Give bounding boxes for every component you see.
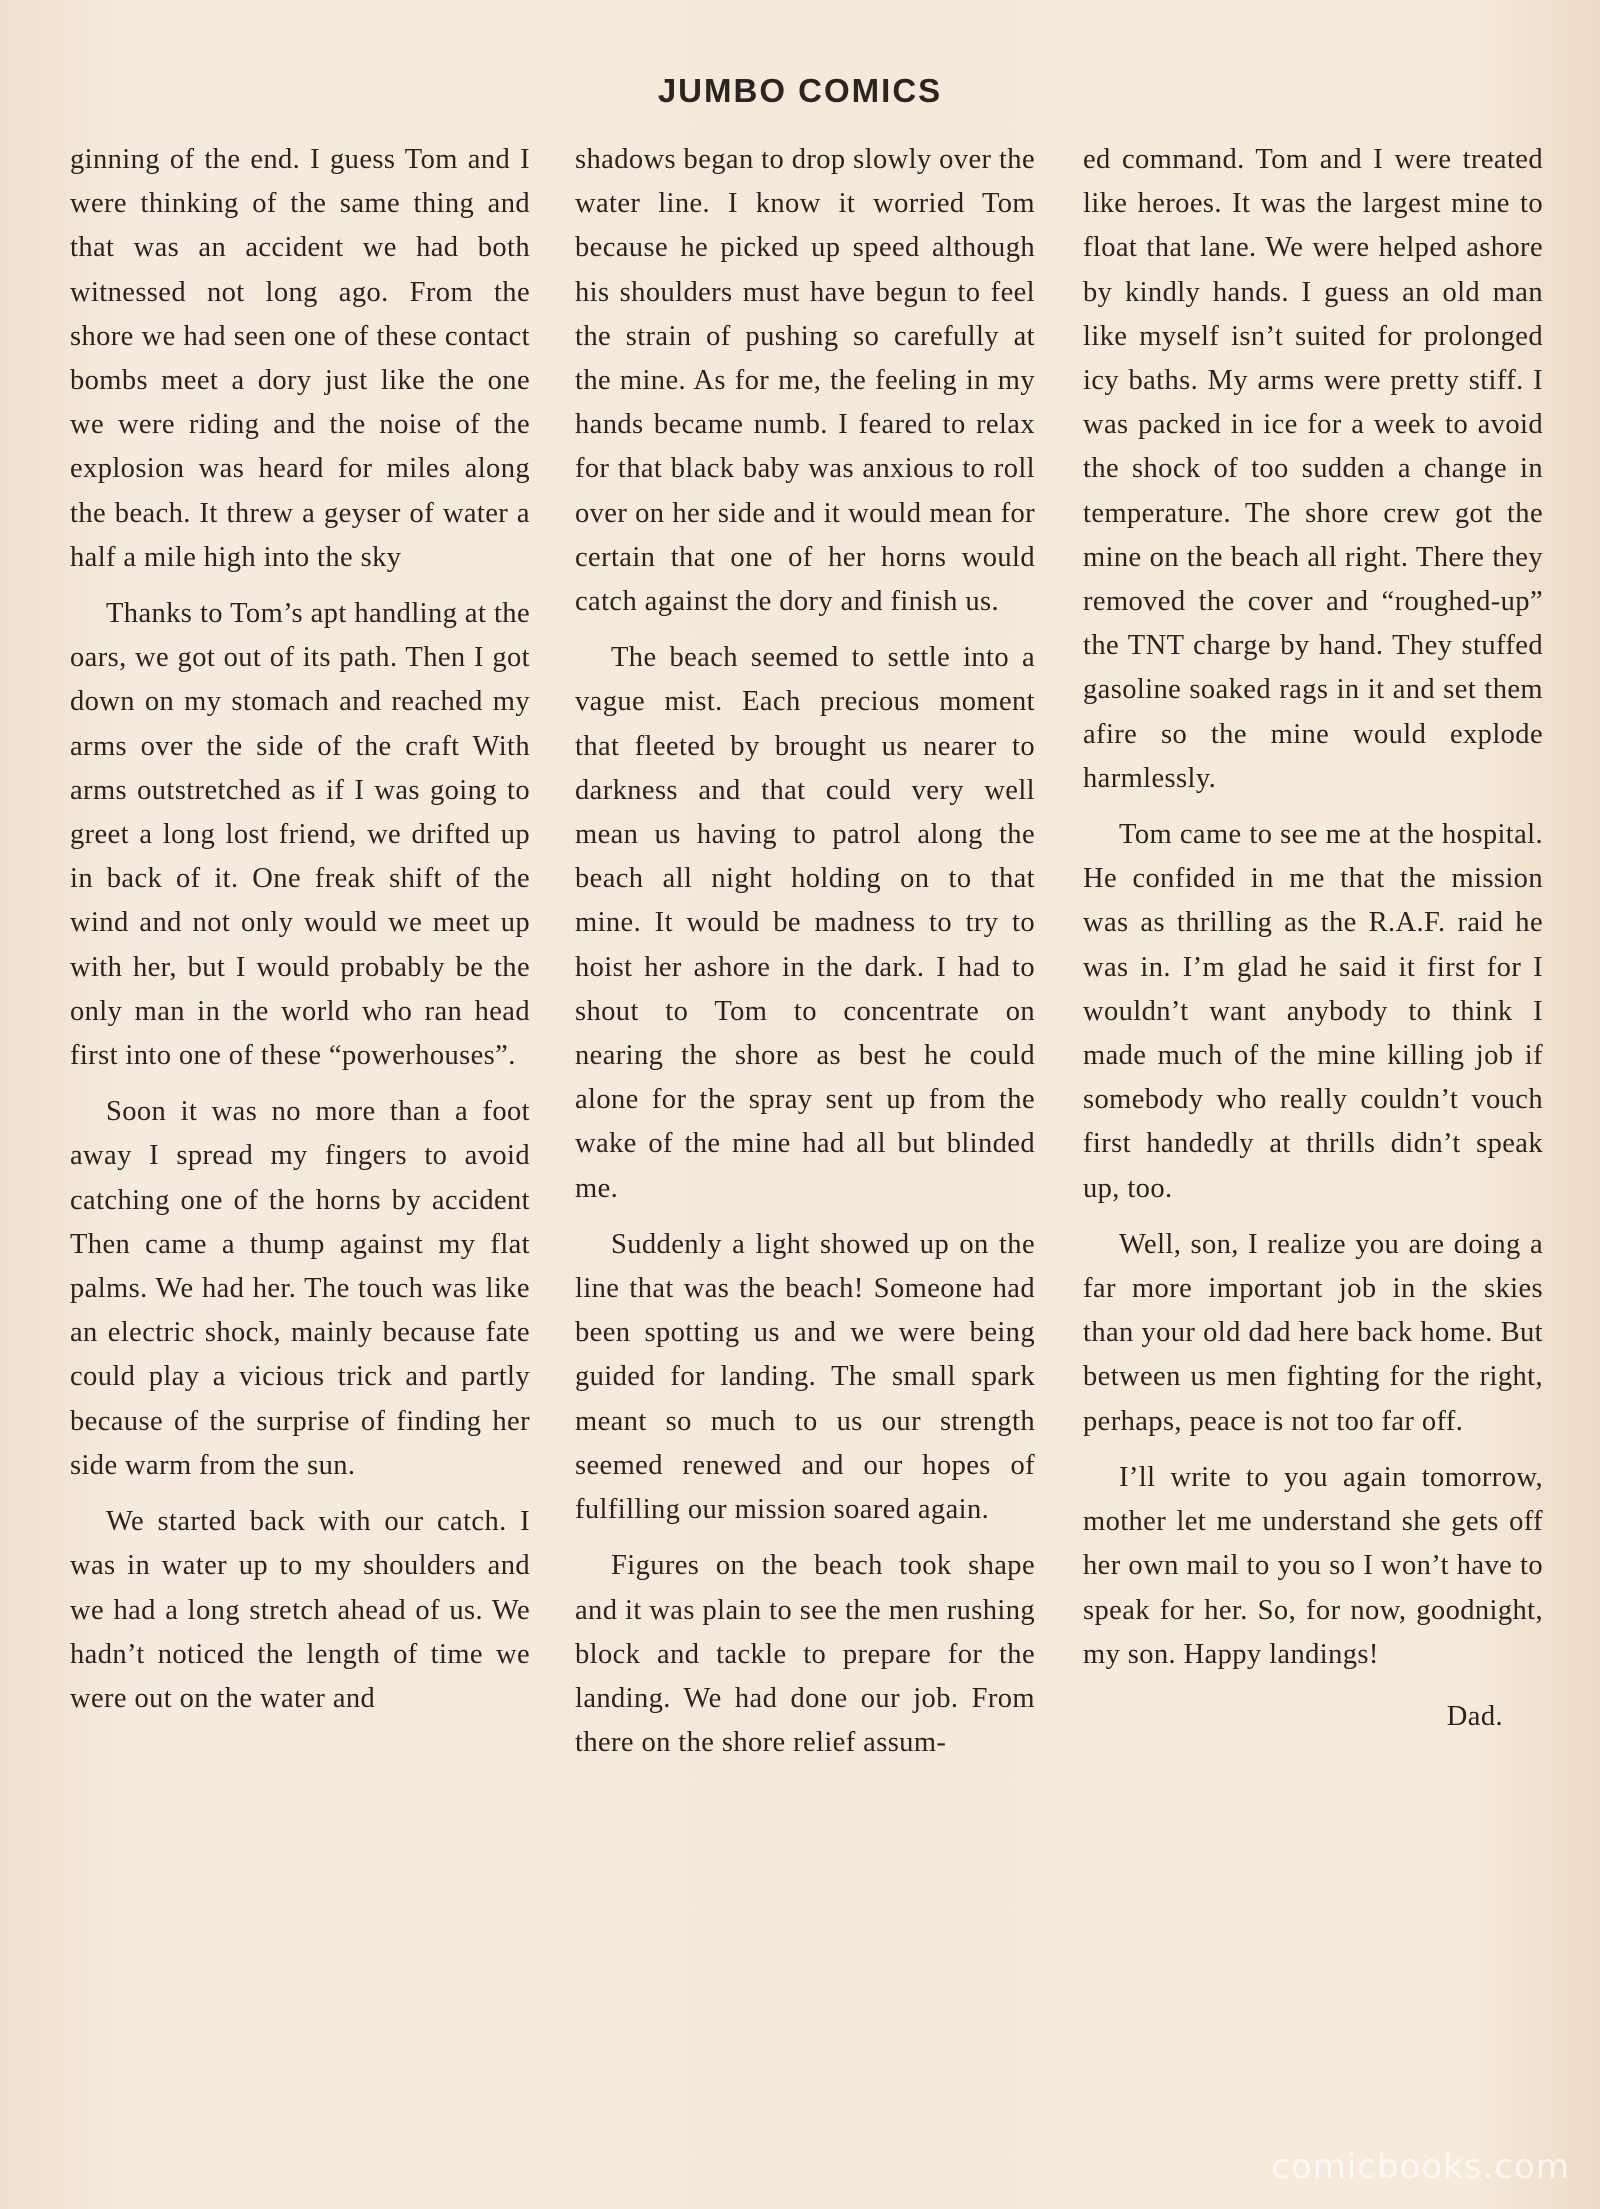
paragraph: Suddenly a light showed up on the line that was the beach! Someone had been spotting us and we were being guided for landing. The small spark meant so much to us our strength seemed renewed and our hopes of fulfilling our mission soared again. bbox=[575, 1228, 1035, 1526]
paragraph: ginning of the end. I guess Tom and I were thinking of the same thing and that was an accident we had both witnessed not long ago. From the shore we had seen one of these contact bombs meet a dory just like the one we were riding and the noise of the explosion was heard for miles along the beach. It threw a geyser of water a half a mile high into the sky bbox=[70, 144, 530, 573]
paragraph: Well, son, I realize you are doing a far more important job in the skies than your old dad here back home. But between us men fighting for the right, perhaps, peace is not too far off. bbox=[1083, 1228, 1543, 1437]
paragraph: Thanks to Tom’s apt handling at the oars, we got out of its path. Then I got down on my stomach and reached my arms over the side of the craft With arms outstretched as if I was going to greet a long lost friend, we drifted up in back of it. One freak shift of the wind and not only would we meet up with her, but I would probably be the only man in the world who ran head first into one of these “powerhouses”. bbox=[70, 598, 530, 1072]
text-column-3 bbox=[1083, 138, 1543, 1751]
text-column-1 bbox=[70, 138, 530, 1733]
paragraph: Figures on the beach took shape and it was plain to see the men rushing block and tackle to prepare for the landing. We had done our job. From there on the shore relief assum- bbox=[575, 1550, 1035, 1759]
paragraph: I’ll write to you again tomorrow, mother let me understand she gets off her own mail to you so I won’t have to speak for her. So, for now, goodnight, my son. Happy landings! bbox=[1083, 1461, 1543, 1670]
paragraph: Soon it was no more than a foot away I spread my fingers to avoid catching one of the horns by accident Then came a thump against my flat palms. We had her. The touch was like an electric shock, mainly because fate could play a vicious trick and partly because of the surprise of finding her side warm from the sun. bbox=[70, 1096, 530, 1481]
signature: Dad. bbox=[1446, 1700, 1503, 1732]
paragraph: We started back with our catch. I was in water up to my shoulders and we had a long stretch ahead of us. We hadn’t noticed the length of time we were out on the water and bbox=[70, 1506, 530, 1714]
paragraph: shadows began to drop slowly over the water line. I know it worried Tom because he picked up speed although his shoulders must have begun to feel the strain of pushing so carefully at the mine. As for me, the feeling in my hands became numb. I feared to relax for that black baby was anxious to roll over on her side and it would mean for certain that one of her horns would catch against the dory and finish us. bbox=[575, 144, 1035, 618]
paragraph: The beach seemed to settle into a vague mist. Each precious moment that fleeted by brought us nearer to darkness and that could very well mean us having to patrol along the beach all night holding on to that mine. It would be madness to try to hoist her ashore in the dark. I had to shout to Tom to concentrate on nearing the shore as best he could alone for the spray sent up from the wake of the mine had all but blinded me. bbox=[575, 642, 1035, 1204]
watermark: comicbooks.com bbox=[1271, 2147, 1570, 2187]
text-column-2 bbox=[575, 138, 1035, 1777]
paragraph: Tom came to see me at the hospital. He confided in me that the mission was as thrilling as the R.A.F. raid he was in. I’m glad he said it first for I wouldn’t want anybody to think I made much of the mine killing job if somebody who really couldn’t vouch first handedly at thrills didn’t speak up, too. bbox=[1083, 819, 1543, 1204]
page-header: JUMBO COMICS bbox=[657, 72, 943, 109]
paragraph: ed command. Tom and I were treated like heroes. It was the largest mine to float that lane. We were helped ashore by kindly hands. I guess an old man like myself isn’t suited for prolonged icy baths. My arms were pretty stiff. I was packed in ice for a week to avoid the shock of too sudden a change in temperature. The shore crew got the mine on the beach all right. There they removed the cover and “roughed-up” the TNT charge by hand. They stuffed gasoline soaked rags in it and set them afire so the mine would explode harmlessly. bbox=[1083, 144, 1543, 794]
